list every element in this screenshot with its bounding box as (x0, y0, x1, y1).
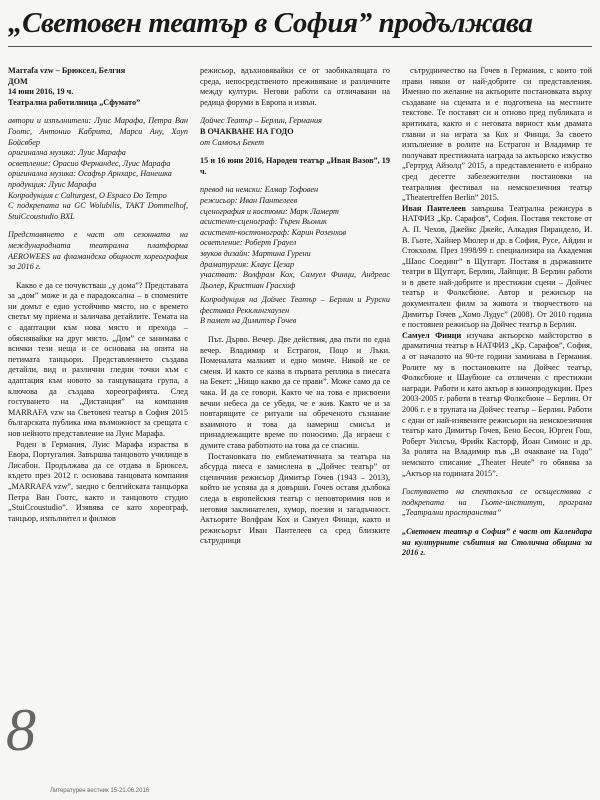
article-body (402, 66, 592, 204)
paragraph: сътрудничество на Гочев в Германия, с които той прави някои от най-добрите си представления. Именно по желание на актьорите постановката върху създаване на сцената и е подготвена на местните текстове. Те поставят си и отново пред публиката и критиката, както и с неговата вярност към двамата главни и на играта за Кох и Финци. За своето изпълнение в ролите на Естрагон и Владимир те получават престижната награда за актьорско изкуство „Гертруд Айзолд” 2015, а представлението е избрано сред десетте забележителни постановки на театралния фестивал на немскоезичния театър „Theatertreffen Berlin” 2015. (402, 66, 592, 203)
performance-date: 15 и 16 юни 2016, Народен театър „Иван Вазов”, 19 ч. (200, 156, 390, 176)
credit-line: Театрална работилница „Сфумато” (8, 97, 141, 107)
paragraph: Път. Дърво. Вечер. Две действия, два пъти по една вечер. Владимир и Естрагон, Поцо и Лъки. Поменалата малкият и едно момче. Никой не се сменя. И както се казва в първата реплика в пиесата на Бекет: „Нищо какво да се прави”. Може само да се чака. И да се говори. Както че на това е присвоени вечни небеса да се убеди, че е жив. Както че и за повтарящите се ритуали на обреченото съзнание взаимното и това да намериш смисъл и принадлежащите време по поносимо. Да играеш с думите става работното на това да се спасиш. (200, 335, 390, 450)
closing-note: „Световен театър в София” е част от Календара на културните събития на Столична община за 2016 г. (402, 526, 592, 558)
support-note: Гостуването на спектакъла се осъществява с подкрепата на Гьоте-институт, програма „Театрални пространства” (402, 487, 592, 518)
paragraph: Какво е да се почувстваш „у дома”? Представата за „дом” може и да е парадоксална – в спомените ни домът е едно устойчиво място, но с времето светът му приема и заличава детайлите. Темата на с адаптации към нова място и прехода – обяснявайки на друг място. „Дом” се занимава с всички тези неща и се основава на опита на петимата танцьори. Представлението създава детайли, вид и различни гледни точки към с адаптация към новото за танцуващата група, а ключова да създава хореографията. След гостуването на „Дистанция” на компания MARRAFA vzw на Световен театър в София 2015 българската публика има възможност за срещата с нов нейното представление на Луис Марафа. (8, 280, 188, 438)
column-2 (200, 66, 390, 782)
credit-line: оригинална музика: Луис Марафа (8, 148, 126, 158)
column-1 (8, 66, 188, 782)
credit-line: драматургия: Клаус Цезар (200, 259, 295, 269)
credit-line: 14 юни 2016, 19 ч. (8, 87, 74, 97)
page-number: 8 (6, 697, 36, 763)
bio-text: завършва Театрална режисура в НАТФИЗ „Кр. Сарафов”, София. Поставя текстове от А. П. Чехов, Джейкс Джейс, Алкадия Пирандело, И. В. Гьоте, Хайнер Мюлер и др. в София, Русе, Айдин и Стокхолм. През 1998/99 г. специализира на Академия „Шаос Соединг” в Щутгарт. Поставя в държавните театри в Щутгарт, Берлин, Лайпциг. В Берлин работи и в двете най-добрите и престижни сцени – Дойчес театър и Фолксбюне. Автор и режисьор на документален филм за живота и творчеството на Димитър Гочев „Хомо Лудус” (2008). От 2010 година е постоянен режисьор на Дойчес театър в Берлин. (402, 203, 592, 330)
coproduction-note: Копродукция на Дойчес Театър – Берлин и Рурски фестивал Рекклингхаузен (200, 295, 390, 315)
bio-name: Иван Пантелеев (402, 203, 466, 213)
bio-samuel-finzi (402, 331, 592, 479)
credit-line: осветление: Орасио Фернандес, Луис Марафа (8, 158, 171, 168)
credit-line: режисьор: Иван Пантелеев (200, 195, 298, 205)
credit-line: сценография и костюми: Марк Ламерт (200, 206, 339, 216)
column-text: режисьор, вдъхновявайки се от заобикалящата го среда, непосредственото преживяване и различните между култури. Негови работи са отличавани на редица форуми в Европа и извън. (200, 66, 390, 107)
column-3 (402, 66, 592, 782)
article-body (200, 335, 390, 547)
paragraph: Роден в Германия, Луис Марафа израства в Евора, Португалия. Завършва танцовото училище в Лисабон. Продължава да се отдава в Брюксел, където през 2012 г. основава танцовата компания „MARRAFA vzw”, заедно с белгийската танцьорка Петра Ван Гоотс, както и танцовото студио „StuiCcoustudio”. Изявява се като хореограф, танцьор, изпълнител и филмов (8, 439, 188, 523)
article-body (8, 281, 188, 525)
intro-text: Представянето е част от сезонната на международната театрална платформа AEROWEES на фламандска общност хореография за 2016 г. (8, 230, 188, 272)
credit-line: автори и изпълнители: Луис Марафа, Петра Ван Гоотс, Антонио Кабрита, Марси Ану, Хоуп Бойсвбер (8, 116, 188, 147)
credit-line: оригинална музика: Осафър Арнхарс, Нанешка (8, 169, 172, 179)
bio-name: Самуел Финци (402, 330, 462, 340)
credits-list (8, 116, 188, 222)
headline-rule (8, 46, 592, 47)
credit-line: асистент-сценограф: Търен Вьоник (200, 217, 327, 227)
play-author: от Самюъл Бекет (200, 137, 265, 147)
bio-ivan-panteleev (402, 204, 592, 331)
headline: „Световен театър в София” продължава (8, 7, 533, 39)
footer-text: Литературен вестник 15-21.06.2016 (50, 788, 150, 794)
event-info (8, 66, 188, 108)
credit-line: осветление: Роберт Грауел (200, 238, 297, 248)
credit-line: Копродукция с Culturgest, О Espaco Do Tempo (8, 190, 167, 200)
credit-line: превод на немски: Елмар Тофовен (200, 185, 319, 195)
paragraph: Постановката по емблематичната за театъра на абсурда пиеса е замислена в „Дойчес театър” от сценичния режисьор Димитър Гочев (1943 – 2013), който не успява да я довърши. Гочев оставя дълбока следа в европейския театър с неповторимия нов и неговия заклинателен, хумор, поезия и загадъчност. Актьорите Волфрам Кох и Самуел Финци, както и режисьорът Иван Пантелеев са сред близките сътрудници (200, 451, 390, 546)
company-name: Дойчес Театър – Берлин, Германия (200, 116, 322, 126)
credit-line: участват: Волфрам Кох, Самуел Финци, Андреас Дьолер, Кристиан Грасхоф (200, 270, 390, 290)
credit-line: Marrafa vzw – Брюксел, Белгия (8, 66, 126, 75)
bio-text: изучава актьорско майсторство в драматична театър в НАТФИЗ „Кр. Сарафов”, София, а от началото на 90-те години заминава в Германия. Ролите му в постановките на Дойчес театър, Фолксбюне и Шаубюне са отличени с престижни награди. Работи и като актьор в кинопродукции. През 2003-2005 г. работи в театър Фолксбюне – Берлин. От 2006 г. е в трупата на Дойчес театър – Берлин. Работи с едни от най-изявените режисьори на немскоезичния театър като Димитър Гочев, Бено Бесон, Юрген Гош, Роберт Уилсън, Фрийк Касторф, Йоан Симонс и др. За ролята на Владимир във „В очакване на Годо” немското списание „Theater Heute” го обявява за „Актьор на годината 2015”. (402, 330, 592, 478)
credit-line: С подкрепата на GC Wolubilis, TAKT Dommelhof, StuiCcoustudio BXL (8, 201, 188, 221)
credit-line: продукция: Луис Марафа (8, 179, 97, 189)
play-title: В ОЧАКВАНЕ НА ГОДО (200, 126, 294, 136)
credits-list (200, 185, 390, 291)
credit-line: асистент-костюмограф: Карин Розенхов (200, 227, 347, 237)
credit-line: ДОМ (8, 76, 28, 86)
dedication: В памет на Димитър Гочев (200, 316, 297, 326)
credit-line: звуков дизайн: Мартина Гурени (200, 248, 311, 258)
